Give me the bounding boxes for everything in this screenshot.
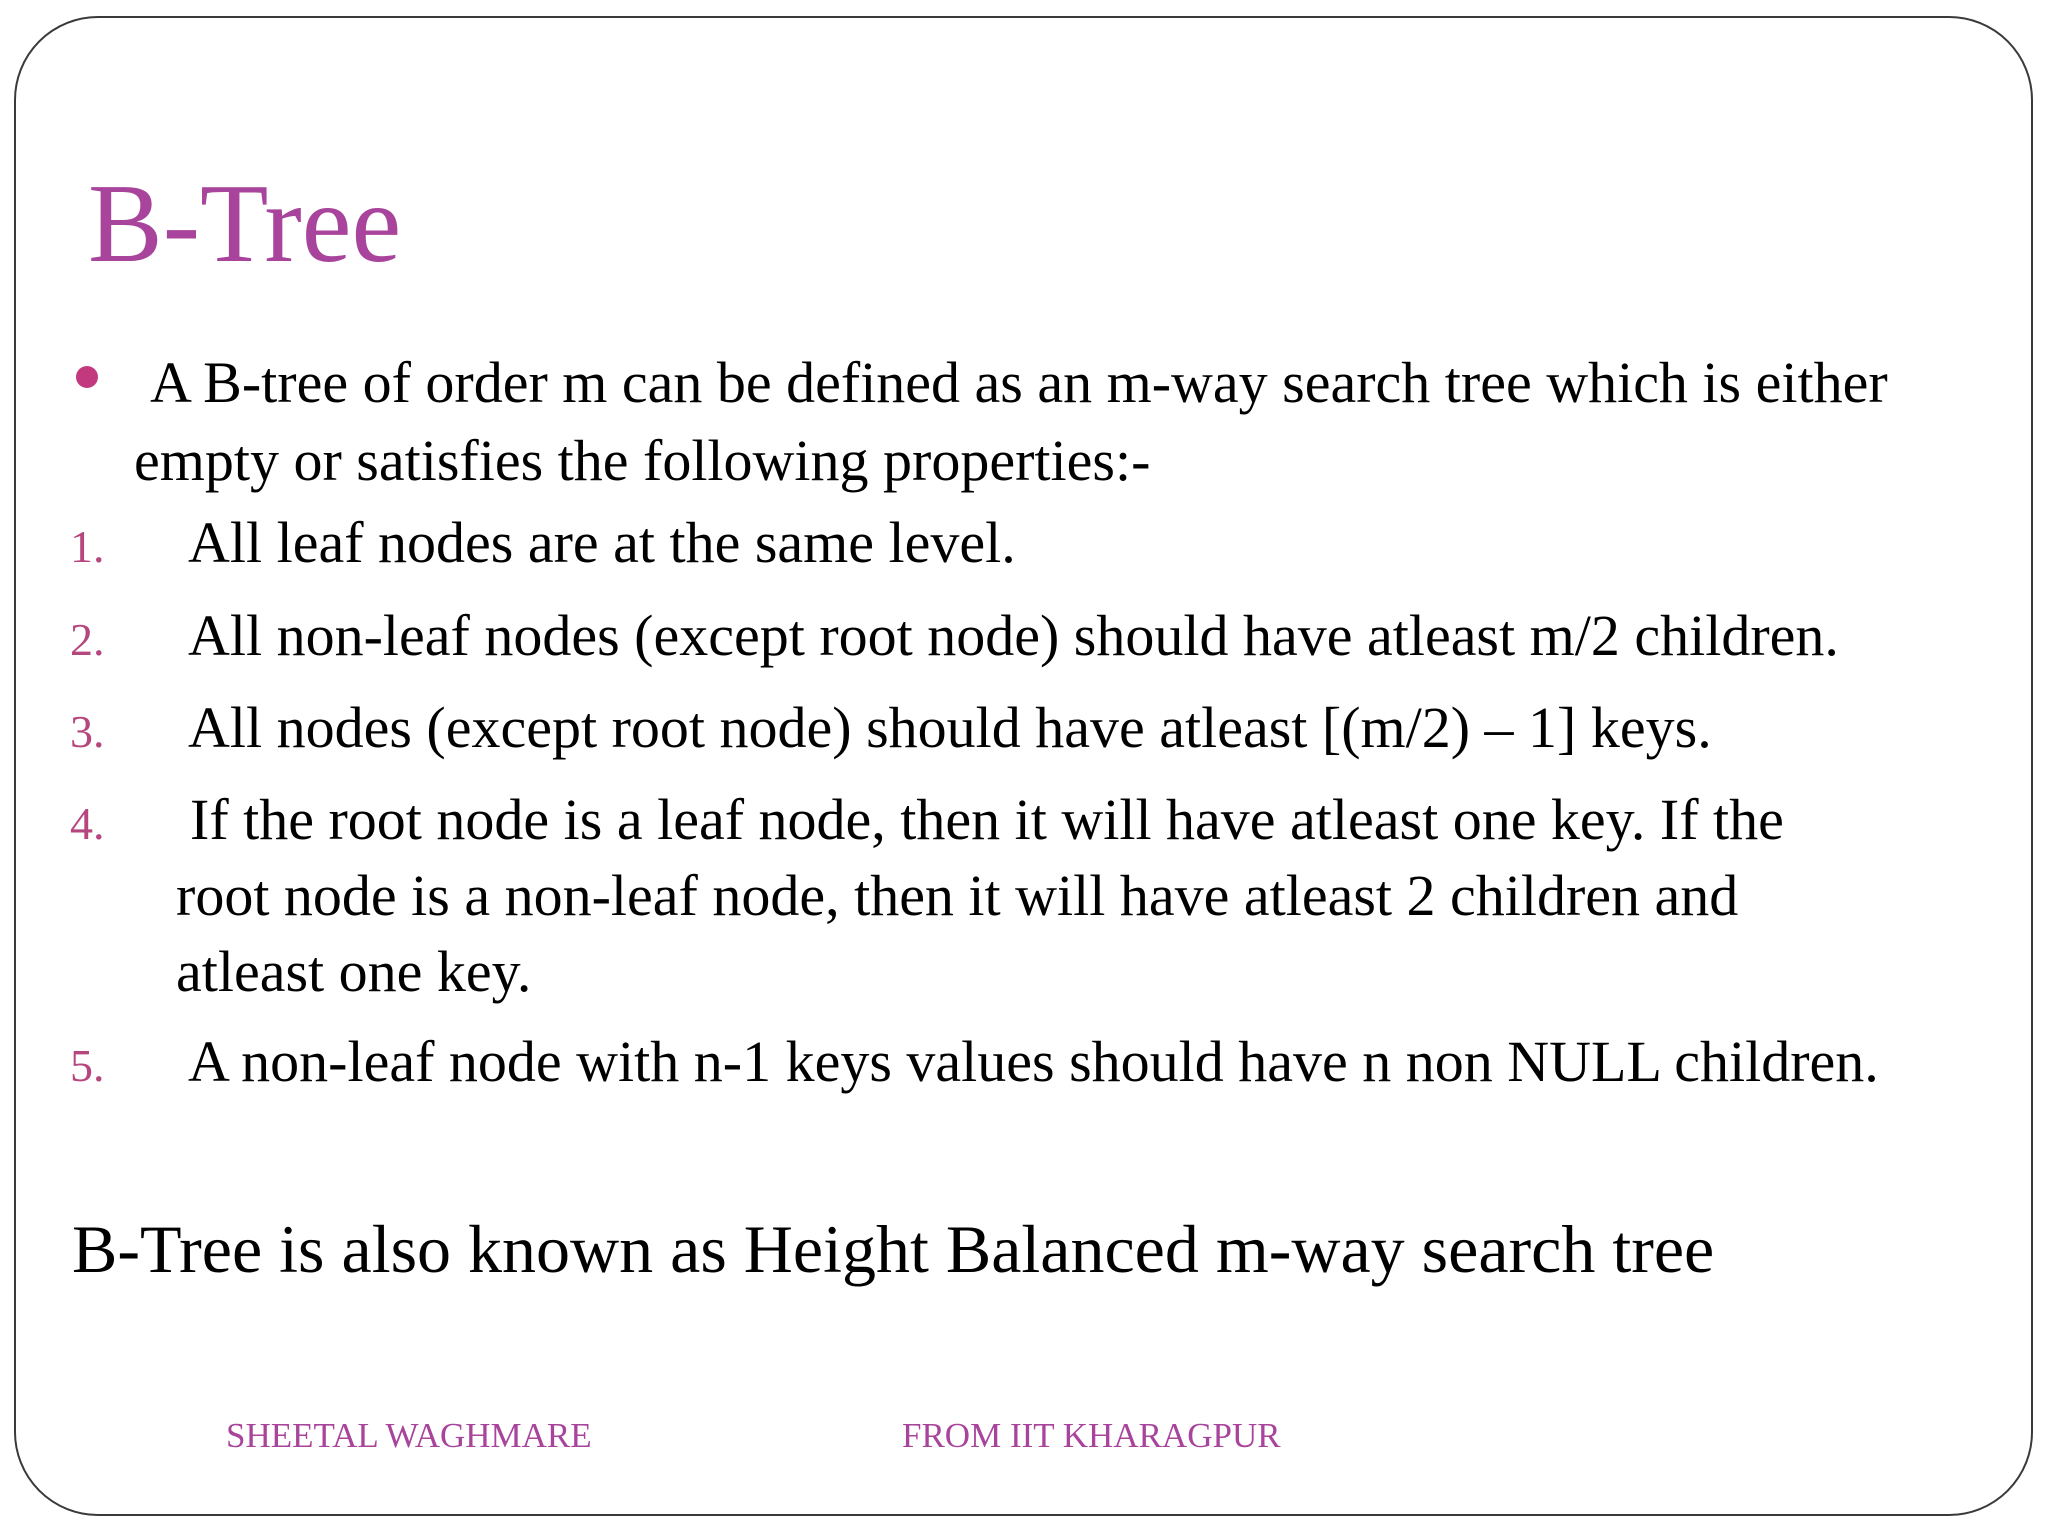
bullet-dot-icon — [76, 366, 98, 388]
intro-text — [134, 344, 2048, 500]
footer-author: SHEETAL WAGHMARE — [226, 1416, 592, 1455]
item-number-2: 2. — [70, 614, 105, 665]
footer-source: FROM IIT KHARAGPUR — [902, 1416, 1281, 1455]
intro-line-2: empty or satisfies the following properties:- — [134, 428, 1151, 493]
list-item-4-line-3: atleast one key. — [176, 939, 532, 1004]
slide-title: B-Tree — [88, 162, 402, 286]
list-item-4-line-2: root node is a non-leaf node, then it will have atleast 2 children and — [176, 863, 1739, 928]
list-item-4 — [176, 782, 1784, 1010]
list-item-2 — [188, 598, 1839, 674]
list-item-5-line-1: A non-leaf node with n-1 keys values should have n non NULL children. — [188, 1029, 1879, 1094]
intro-line-1: A B-tree of order m can be defined as an m-way search tree which is either — [150, 350, 1888, 415]
item-number-4: 4. — [70, 798, 105, 849]
list-item-2-line-1: All non-leaf nodes (except root node) should have atleast m/2 children. — [188, 603, 1839, 668]
list-item-4-line-1: If the root node is a leaf node, then it will have atleast one key. If the — [190, 787, 1784, 852]
list-item-3-line-1: All nodes (except root node) should have atleast [(m/2) – 1] keys. — [188, 695, 1712, 760]
list-item-1 — [188, 505, 1016, 581]
tagline: B-Tree is also known as Height Balanced m-way search tree — [72, 1211, 1715, 1287]
list-item-5 — [188, 1024, 1879, 1100]
item-number-5: 5. — [70, 1040, 105, 1091]
list-item-3 — [188, 690, 1712, 766]
item-number-1: 1. — [70, 521, 105, 572]
list-item-1-line-1: All leaf nodes are at the same level. — [188, 510, 1016, 575]
item-number-3: 3. — [70, 706, 105, 757]
